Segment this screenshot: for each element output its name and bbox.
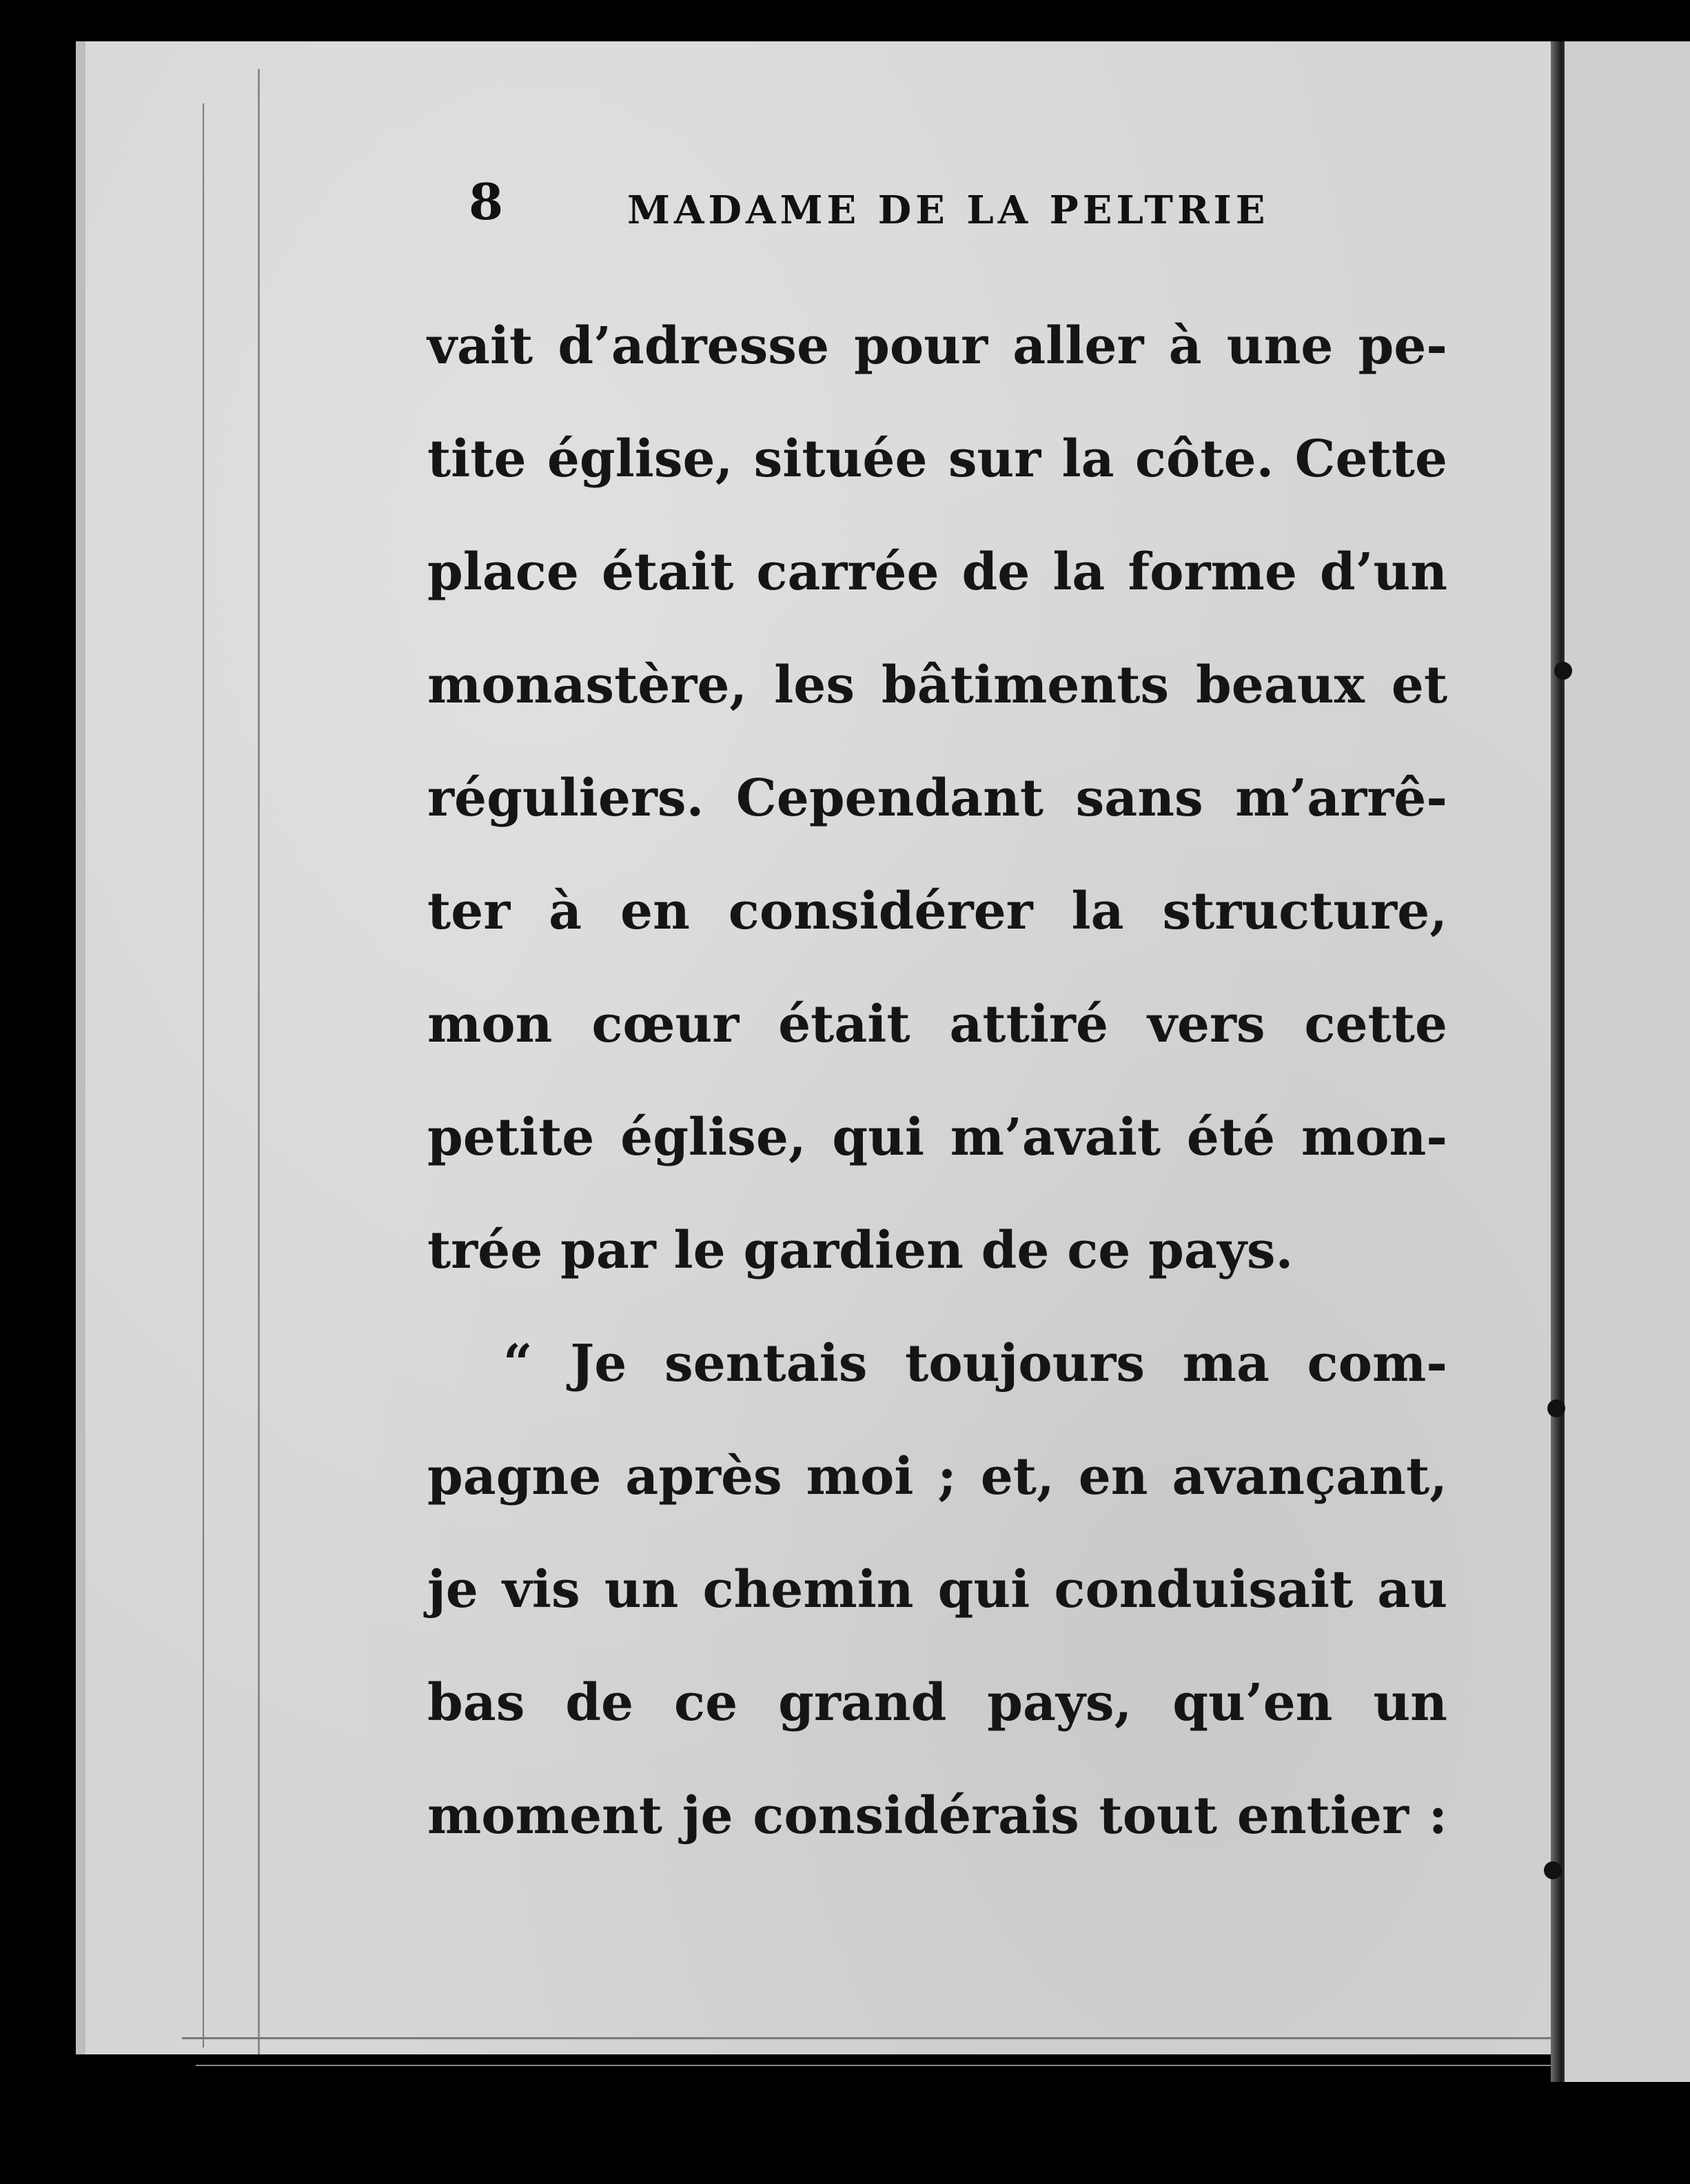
binding-stitch bbox=[1554, 662, 1572, 680]
page-edge-line bbox=[258, 69, 260, 2054]
page-edge-line bbox=[182, 2037, 1595, 2039]
text-line: ter à en considérer la structure, bbox=[427, 882, 1447, 941]
body-text bbox=[427, 290, 1447, 1872]
text-line: je vis un chemin qui conduisait au bbox=[427, 1560, 1447, 1619]
page-number: 8 bbox=[469, 172, 504, 231]
text-line: bas de ce grand pays, qu’en un bbox=[427, 1673, 1447, 1732]
text-line: tite église, située sur la côte. Cette bbox=[427, 429, 1447, 489]
text-line: mon cœur était attiré vers cette bbox=[427, 995, 1447, 1054]
facing-page bbox=[1565, 41, 1690, 2082]
page-edge-line bbox=[203, 103, 204, 2048]
text-line: pagne après moi ; et, en avançant, bbox=[427, 1447, 1447, 1506]
binding-stitch bbox=[1544, 1861, 1562, 1879]
text-line: trée par le gardien de ce pays. bbox=[427, 1221, 1294, 1280]
binding-stitch bbox=[1547, 1399, 1565, 1417]
text-line: “ Je sentais toujours ma com- bbox=[503, 1334, 1447, 1393]
running-title: MADAME DE LA PELTRIE bbox=[627, 188, 1270, 233]
running-head bbox=[469, 172, 1296, 241]
text-line: place était carrée de la forme d’un bbox=[427, 543, 1447, 602]
text-line: moment je considérais tout entier : bbox=[427, 1786, 1447, 1846]
text-line: petite église, qui m’avait été mon- bbox=[427, 1108, 1447, 1167]
page-edge-line bbox=[196, 2065, 1616, 2066]
scan-border-top bbox=[207, 0, 1690, 41]
text-line: monastère, les bâtiments beaux et bbox=[427, 656, 1447, 715]
text-line: vait d’adresse pour aller à une pe- bbox=[427, 316, 1447, 376]
text-line: réguliers. Cependant sans m’arrê- bbox=[427, 769, 1447, 828]
